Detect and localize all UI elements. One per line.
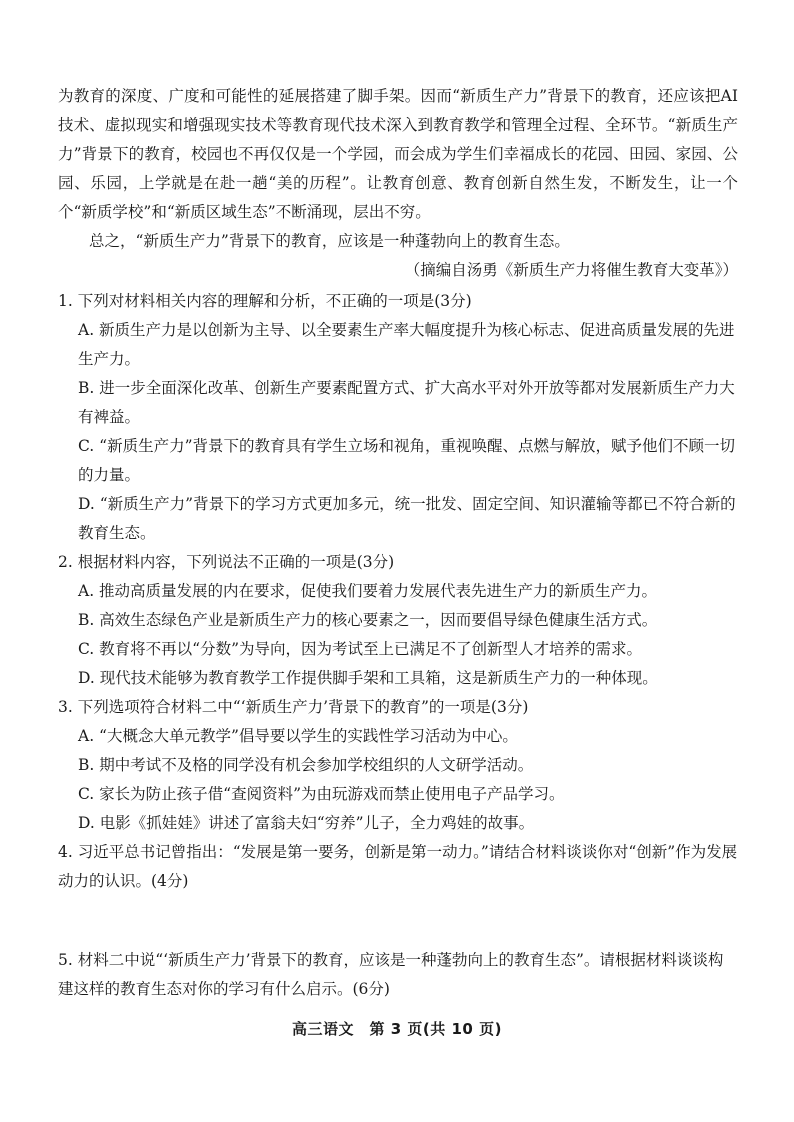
option-c: C. 教育将不再以“分数”为导向，因为考试至上已满足不了创新型人才培养的需求。 bbox=[78, 640, 643, 658]
question-stem: 1. 下列对材料相关内容的理解和分析，不正确的一项是(3分) bbox=[58, 292, 472, 310]
exam-page bbox=[58, 82, 738, 1004]
page-footer: 高三语文 第 3 页(共 10 页) bbox=[292, 1020, 502, 1038]
option-d: D. 电影《抓娃娃》讲述了富翁夫妇“穷养”儿子，全力鸡娃的故事。 bbox=[78, 814, 535, 832]
question-stem: 5. 材料二中说“‘新质生产力’背景下的教育，应该是一种蓬勃向上的教育生态”。请根据材料谈谈构建这样的教育生态对你的学习有什么启示。(6分) bbox=[58, 951, 724, 998]
question-4 bbox=[58, 838, 738, 896]
question-2 bbox=[58, 548, 738, 693]
option-d: D. “新质生产力”背景下的学习方式更加多元，统一批发、固定空间、知识灌输等都已不符合新的教育生态。 bbox=[78, 495, 736, 542]
question-1 bbox=[58, 287, 738, 548]
option-a: A. “大概念大单元教学”倡导要以学生的实践性学习活动为中心。 bbox=[78, 727, 518, 745]
passage-paragraph-1: 为教育的深度、广度和可能性的延展搭建了脚手架。因而“新质生产力”背景下的教育，还应该把AI技术、虚拟现实和增强现实技术等教育现代技术深入到教育教学和管理全过程、全环节。“新质生产力”背景下的教育，校园也不再仅仅是一个学园，而会成为学生们幸福成长的花园、田园、家园、公园、乐园，上学就是在赴一趟“美的历程”。让教育创意、教育创新自然生发，不断发生，让一个个“新质学校”和“新质区域生态”不断涌现，层出不穷。 bbox=[58, 87, 738, 221]
question-stem: 3. 下列选项符合材料二中“‘新质生产力’背景下的教育”的一项是(3分) bbox=[58, 698, 529, 716]
question-stem: 4. 习近平总书记曾指出：“发展是第一要务，创新是第一动力。”请结合材料谈谈你对“创新”作为发展动力的认识。(4分) bbox=[58, 843, 738, 890]
option-c: C. 家长为防止孩子借“查阅资料”为由玩游戏而禁止使用电子产品学习。 bbox=[78, 785, 565, 803]
option-b: B. 进一步全面深化改革、创新生产要素配置方式、扩大高水平对外开放等都对发展新质生产力大有裨益。 bbox=[78, 379, 735, 426]
question-stem: 2. 根据材料内容，下列说法不正确的一项是(3分) bbox=[58, 553, 395, 571]
passage-source: （摘编自汤勇《新质生产力将催生教育大变革》） bbox=[404, 261, 738, 279]
answer-space bbox=[58, 896, 738, 946]
option-a: A. 新质生产力是以创新为主导、以全要素生产率大幅度提升为核心标志、促进高质量发展的先进生产力。 bbox=[78, 321, 735, 368]
option-d: D. 现代技术能够为教育教学工作提供脚手架和工具箱，这是新质生产力的一种体现。 bbox=[78, 669, 658, 687]
option-c: C. “新质生产力”背景下的教育具有学生立场和视角，重视唤醒、点燃与解放，赋予他们不顾一切的力量。 bbox=[78, 437, 736, 484]
option-b: B. 期中考试不及格的同学没有机会参加学校组织的人文研学活动。 bbox=[78, 756, 534, 774]
passage-paragraph-2: 总之，“新质生产力”背景下的教育，应该是一种蓬勃向上的教育生态。 bbox=[89, 232, 570, 250]
option-a: A. 推动高质量发展的内在要求，促使我们要着力发展代表先进生产力的新质生产力。 bbox=[78, 582, 658, 600]
question-5 bbox=[58, 946, 738, 1004]
question-3 bbox=[58, 693, 738, 838]
option-b: B. 高效生态绿色产业是新质生产力的核心要素之一，因而要倡导绿色健康生活方式。 bbox=[78, 611, 658, 629]
